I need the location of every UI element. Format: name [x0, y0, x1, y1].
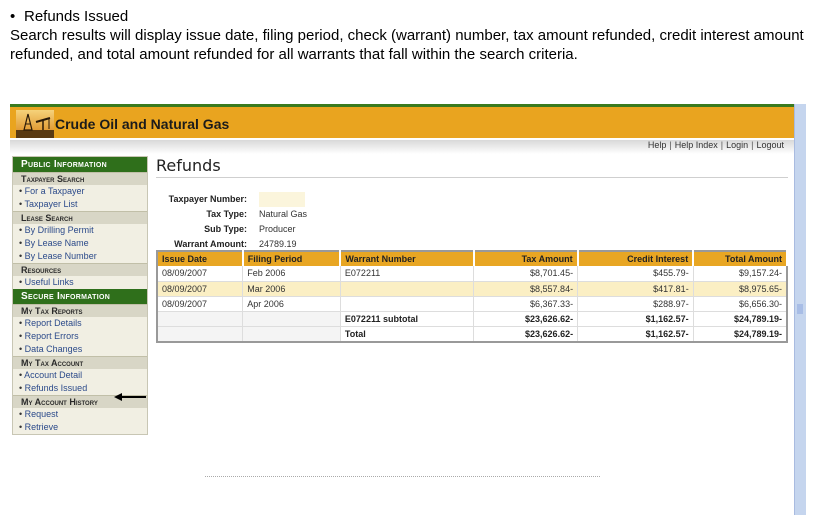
total-total-amount: $24,789.19-	[693, 326, 787, 342]
total-tax-amount: $23,626.62-	[474, 326, 578, 342]
cell-tax-amount: $8,701.45-	[474, 266, 578, 281]
cell-filing-period: Feb 2006	[243, 266, 341, 281]
caption-bullet: •	[10, 8, 16, 25]
total-label: Total	[340, 326, 473, 342]
tax-type-value: Natural Gas	[259, 209, 308, 219]
sidebar-item-report-errors[interactable]: • Report Errors	[13, 330, 147, 343]
sidebar-item-retrieve[interactable]: • Retrieve	[13, 421, 147, 434]
header-credit-interest[interactable]: Credit Interest	[578, 251, 694, 266]
sidebar-item-data-changes[interactable]: • Data Changes	[13, 343, 147, 356]
slide-caption	[10, 7, 810, 64]
cell-total-amount: $6,656.30-	[693, 296, 787, 311]
subtotal-row	[157, 311, 787, 326]
main-content	[156, 156, 788, 339]
app-title: Crude Oil and Natural Gas	[55, 116, 230, 132]
tax-type-label: Tax Type:	[206, 209, 247, 219]
sidebar-item-taxpayer-list[interactable]: • Taxpayer List	[13, 198, 147, 211]
sidebar-section-lease-search: Lease Search	[13, 211, 147, 224]
sidebar-item-request[interactable]: • Request	[13, 408, 147, 421]
total-credit-interest: $1,162.57-	[578, 326, 694, 342]
sub-type-label: Sub Type:	[204, 224, 247, 234]
cell-issue-date: 08/09/2007	[157, 266, 243, 281]
subtotal-label: E072211 subtotal	[340, 311, 473, 326]
sidebar-item-by-drilling-permit[interactable]: • By Drilling Permit	[13, 224, 147, 237]
caption-description: Search results will display issue date, filing period, check (warrant) number, tax amount refunded, credit interest amount refunded, and total amount refunded for all warrants that fall within the search criteria.	[10, 27, 804, 63]
help-index-link[interactable]: Help Index	[674, 140, 718, 150]
dotted-divider	[205, 476, 600, 477]
sidebar-item-by-lease-name[interactable]: • By Lease Name	[13, 237, 147, 250]
cell-credit-interest: $417.81-	[578, 281, 694, 296]
sidebar-section-my-tax-reports: My Tax Reports	[13, 304, 147, 317]
header-warrant-number[interactable]: Warrant Number	[340, 251, 473, 266]
cell-issue-date: 08/09/2007	[157, 296, 243, 311]
caption-heading: Refunds Issued	[24, 8, 129, 25]
header-issue-date[interactable]: Issue Date	[157, 251, 243, 266]
taxpayer-number-value	[259, 192, 305, 207]
sidebar-header-public: Public Information	[13, 157, 147, 172]
warrant-amount-value: 24789.19	[259, 239, 297, 249]
sidebar-item-refunds-issued[interactable]: • Refunds Issued	[13, 382, 147, 395]
oil-derrick-logo-icon	[16, 110, 54, 138]
subtotal-tax-amount: $23,626.62-	[474, 311, 578, 326]
cell-warrant-number	[340, 281, 473, 296]
pointer-arrow-icon	[114, 393, 146, 401]
cell-tax-amount: $6,367.33-	[474, 296, 578, 311]
cell-total-amount: $8,975.65-	[693, 281, 787, 296]
sidebar-item-useful-links[interactable]: • Useful Links	[13, 276, 147, 289]
sidebar-item-account-detail[interactable]: • Account Detail	[13, 369, 147, 382]
cell-credit-interest: $288.97-	[578, 296, 694, 311]
total-row	[157, 326, 787, 342]
header-tax-amount[interactable]: Tax Amount	[474, 251, 578, 266]
help-link[interactable]: Help	[647, 140, 667, 150]
cell-warrant-number	[340, 296, 473, 311]
cell-warrant-number: E072211	[340, 266, 473, 281]
cell-credit-interest: $455.79-	[578, 266, 694, 281]
header-filing-period[interactable]: Filing Period	[243, 251, 341, 266]
sidebar-section-my-account-history: My Account History	[13, 395, 147, 408]
subtotal-credit-interest: $1,162.57-	[578, 311, 694, 326]
cell-issue-date: 08/09/2007	[157, 281, 243, 296]
cell-total-amount: $9,157.24-	[693, 266, 787, 281]
table-row	[157, 281, 787, 296]
table-row	[157, 266, 787, 281]
taxpayer-number-label: Taxpayer Number:	[168, 194, 247, 204]
table-row	[157, 296, 787, 311]
header-total-amount[interactable]: Total Amount	[693, 251, 787, 266]
login-link[interactable]: Login	[726, 140, 749, 150]
cell-tax-amount: $8,557.84-	[474, 281, 578, 296]
page-title: Refunds	[156, 156, 788, 178]
app-window	[10, 104, 794, 515]
sidebar-section-my-tax-account: My Tax Account	[13, 356, 147, 369]
top-links: Help | Help Index | Login | Logout	[647, 140, 784, 150]
logout-link[interactable]: Logout	[756, 140, 784, 150]
sub-type-value: Producer	[259, 224, 296, 234]
sidebar-item-report-details[interactable]: • Report Details	[13, 317, 147, 330]
scrollbar-knob[interactable]	[797, 304, 803, 314]
refund-summary	[156, 192, 788, 252]
sidebar-header-secure: Secure Information	[13, 289, 147, 304]
app-banner	[10, 104, 794, 140]
sidebar-item-for-a-taxpayer[interactable]: • For a Taxpayer	[13, 185, 147, 198]
window-scrollbar[interactable]	[794, 104, 806, 515]
subtotal-total-amount: $24,789.19-	[693, 311, 787, 326]
warrant-amount-label: Warrant Amount:	[174, 239, 247, 249]
sidebar-item-by-lease-number[interactable]: • By Lease Number	[13, 250, 147, 263]
cell-filing-period: Apr 2006	[243, 296, 341, 311]
sidebar-section-resources: Resources	[13, 263, 147, 276]
table-header-row	[157, 251, 787, 266]
cell-filing-period: Mar 2006	[243, 281, 341, 296]
sidebar-section-taxpayer-search: Taxpayer Search	[13, 172, 147, 185]
refunds-table	[156, 250, 788, 343]
